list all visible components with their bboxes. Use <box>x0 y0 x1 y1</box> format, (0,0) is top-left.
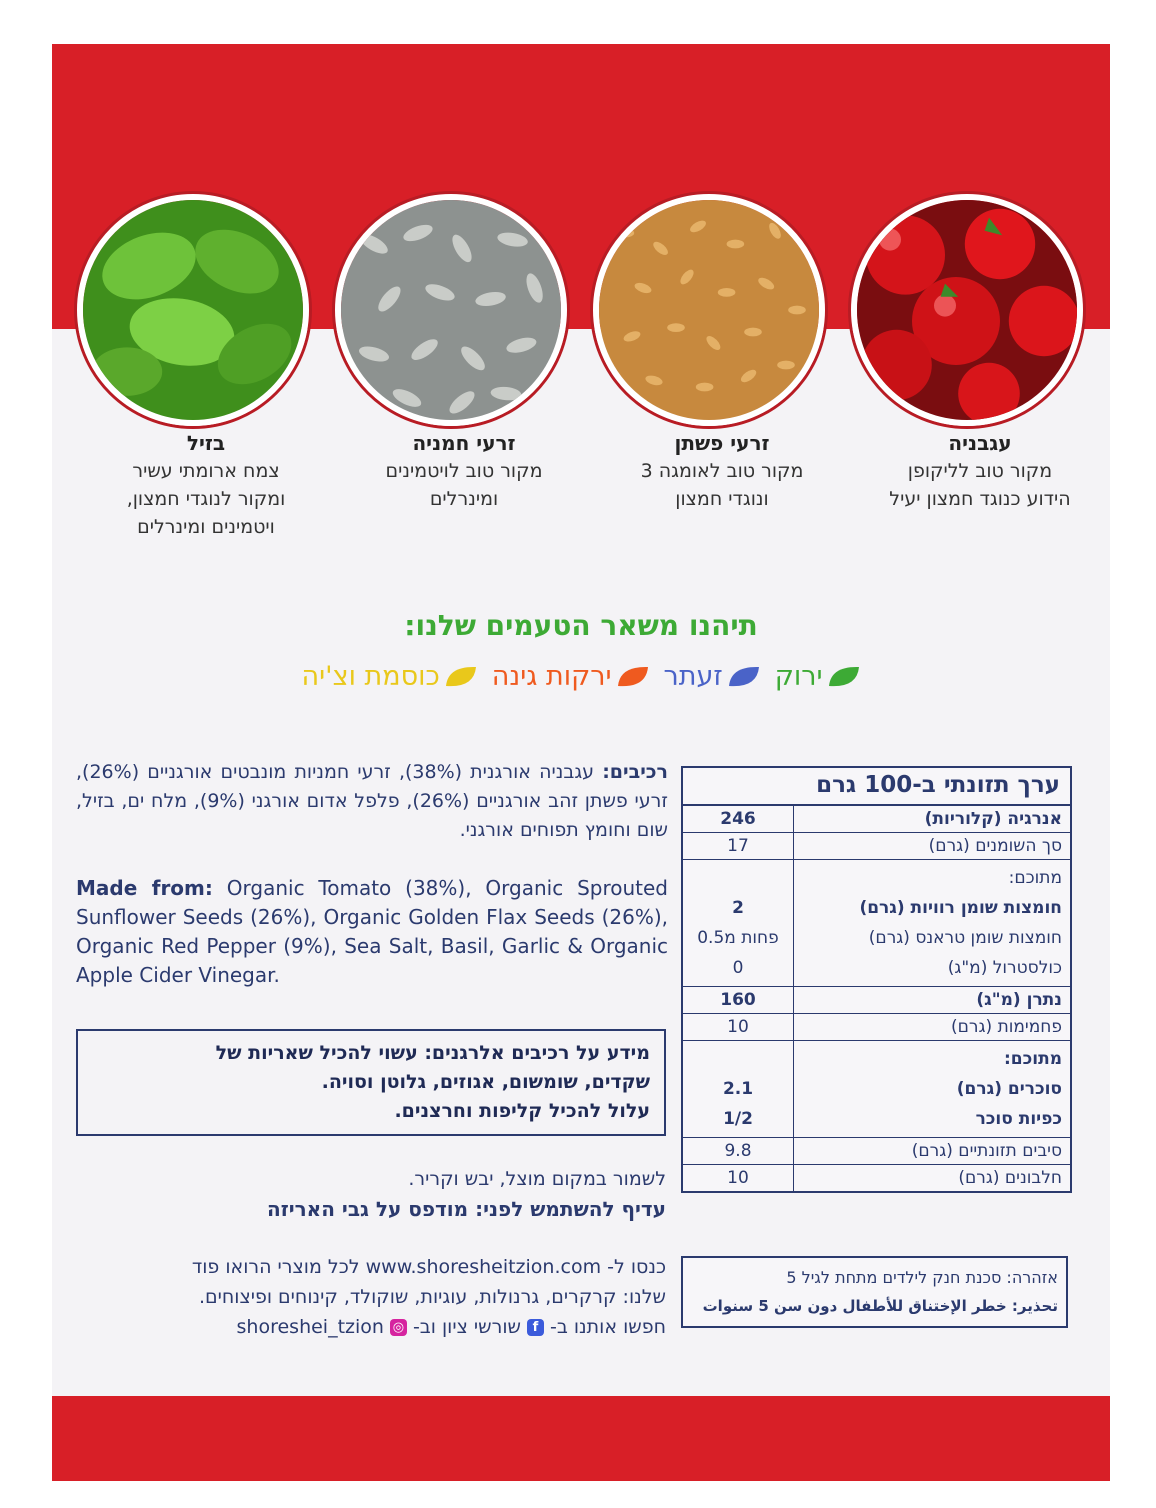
flavor-label: זעתר <box>663 661 723 692</box>
row-value: 1/2 <box>723 1109 753 1129</box>
ingredient-title: זרעי פשתן <box>674 431 770 455</box>
social-line <box>76 1312 666 1342</box>
ingredient-title: בזיל <box>186 431 226 455</box>
website-info <box>76 1252 666 1342</box>
storage-info <box>76 1164 666 1224</box>
ingredient-desc-line: מקור טוב לאומגה 3 <box>640 460 804 482</box>
row-value: פחות מ0.5 <box>697 928 779 948</box>
row-value: 9.8 <box>724 1141 752 1161</box>
row-label-group <box>793 860 1070 986</box>
flax-seeds-photo <box>593 194 825 426</box>
package-panel <box>52 44 1110 1481</box>
table-row <box>683 987 1070 1014</box>
row-label: סך השומנים (גרם) <box>793 833 1070 859</box>
table-row <box>683 1138 1070 1165</box>
ingredient-desc-line: מקור טוב לויטמינים <box>385 460 543 482</box>
ingredient-sunflower <box>334 429 594 513</box>
table-row <box>683 860 1070 987</box>
row-label: מתוכם: <box>1008 868 1062 888</box>
ingredient-title: עגבניה <box>948 431 1012 455</box>
allergen-line: מידע על רכיבים אלרגנים: עשוי להכיל שאריות של <box>215 1042 650 1064</box>
warning-hebrew: אזהרה: סכנת חנק לילדים מתחת לגיל 5 <box>786 1268 1058 1287</box>
allergen-box <box>76 1029 666 1136</box>
composition-english <box>76 874 668 990</box>
row-value-group <box>683 860 793 986</box>
sunflower-seeds-photo <box>335 194 567 426</box>
ingredient-title: זרעי חמניה <box>412 431 516 455</box>
row-label: מתוכם: <box>1003 1049 1062 1069</box>
choking-warning <box>681 1256 1068 1328</box>
table-row <box>683 806 1070 833</box>
facebook-name: שורשי ציון וב- <box>412 1316 521 1338</box>
row-label: חלבונים (גרם) <box>793 1165 1070 1191</box>
tomato-photo <box>851 194 1083 426</box>
flavor-label: ירוק <box>774 661 823 692</box>
nutrition-table <box>681 766 1072 1193</box>
row-label: סיבים תזונתיים (גרם) <box>793 1138 1070 1164</box>
row-value-group <box>683 1041 793 1137</box>
products-line: שלנו: קרקרים, גרנולות, עוגיות, שוקולד, קינוחים ופיצוחים. <box>198 1286 666 1308</box>
leaf-icon <box>616 664 650 690</box>
row-value: 246 <box>720 809 756 829</box>
row-label: חומצות שומן טראנס (גרם) <box>868 928 1062 948</box>
ingredient-desc-line: צמח ארומתי עשיר <box>132 460 280 482</box>
allergen-line: שקדים, שומשום, אגוזים, גלוטן וסויה. <box>321 1071 650 1093</box>
composition-text: עגבניה אורגנית (38%), זרעי חמניות מונבטים אורגניים (26%), זרעי פשתן זהב אורגניים (26%), פלפל אדום אורגני (9%), מלח ים, בזיל, שום וחומץ תפוחים אורגני. <box>76 761 668 841</box>
website-line: כנסו ל- www.shoresheitzion.com לכל מוצרי הרואו פוד <box>191 1256 666 1278</box>
row-label: פחמימות (גרם) <box>793 1014 1070 1040</box>
row-label: סוכרים (גרם) <box>956 1079 1062 1099</box>
instagram-handle: shoreshei_tzion <box>236 1316 384 1338</box>
leaf-icon <box>727 664 761 690</box>
flavor-label: ירקות גינה <box>491 661 612 692</box>
row-value: 17 <box>727 836 749 856</box>
flavor-label: כוסמת וצ'יה <box>301 661 440 692</box>
ingredient-desc-line: מקור טוב לליקופן <box>907 460 1053 482</box>
warning-arabic: تحذير: خطر الإختناق للأطفال دون سن 5 سنوات <box>702 1297 1058 1315</box>
made-from-text: Organic Tomato (38%), Organic Sprouted Sunflower Seeds (26%), Organic Golden Flax Seeds (26%), Organic Red Pepper (9%), Sea Salt, Basil, Garlic & Organic Apple Cider Vinegar. <box>76 876 669 987</box>
ingredient-desc-line: ומקור לנוגדי חמצון, <box>126 488 286 510</box>
allergen-line: עלול להכיל קליפות וחרצנים. <box>394 1100 650 1122</box>
social-prefix: חפשו אותנו ב- <box>550 1316 666 1338</box>
table-row <box>683 1014 1070 1041</box>
table-row <box>683 1165 1070 1191</box>
storage-line: לשמור במקום מוצל, יבש וקריר. <box>408 1168 666 1190</box>
facebook-icon: f <box>527 1319 544 1336</box>
instagram-icon: ◎ <box>390 1319 407 1336</box>
bottom-red-band <box>52 1396 1110 1481</box>
ingredient-tomato <box>850 429 1110 513</box>
table-row <box>683 833 1070 860</box>
made-from-label: Made from: <box>76 876 213 900</box>
nutrition-title: ערך תזונתי ב-100 גרם <box>683 768 1070 806</box>
ingredient-desc-line: ומינרלים <box>429 488 499 510</box>
leaf-icon <box>444 664 478 690</box>
flavor-green <box>775 661 861 692</box>
row-label-group <box>793 1041 1070 1137</box>
row-value: 0 <box>732 958 744 978</box>
row-value: 10 <box>727 1017 749 1037</box>
row-label: חומצות שומן רוויות (גרם) <box>859 898 1062 918</box>
flavors-list <box>52 661 1110 692</box>
ingredient-desc-line: הידוע כנוגד חמצון יעיל <box>889 488 1071 510</box>
row-value: 2 <box>732 898 744 918</box>
basil-photo <box>77 194 309 426</box>
leaf-icon <box>827 664 861 690</box>
ingredient-flax <box>592 429 852 513</box>
table-row <box>683 1041 1070 1138</box>
composition-hebrew <box>76 758 668 845</box>
row-label: כפיות סוכר <box>975 1109 1062 1129</box>
row-value: 2.1 <box>722 1079 754 1099</box>
ingredient-basil <box>76 429 336 541</box>
row-label: אנרגיה (קלוריות) <box>793 806 1070 832</box>
row-label: כולסטרול (מ"ג) <box>947 958 1062 978</box>
composition-label: רכיבים: <box>602 761 668 783</box>
row-label: נתרן (מ"ג) <box>793 987 1070 1013</box>
ingredient-desc-line: ונוגדי חמצון <box>675 488 769 510</box>
flavors-title: תיהנו משאר הטעמים שלנו: <box>404 609 758 642</box>
flavor-zaatar <box>664 661 761 692</box>
flavor-buckwheat-chia <box>301 661 477 692</box>
ingredient-desc-line: ויטמינים ומינרלים <box>137 516 275 538</box>
row-value: 10 <box>727 1168 749 1188</box>
flavor-garden-vegetables <box>492 661 650 692</box>
row-value: 160 <box>720 990 756 1010</box>
best-before-line: עדיף להשתמש לפני: מודפס על גבי האריזה <box>266 1197 666 1221</box>
